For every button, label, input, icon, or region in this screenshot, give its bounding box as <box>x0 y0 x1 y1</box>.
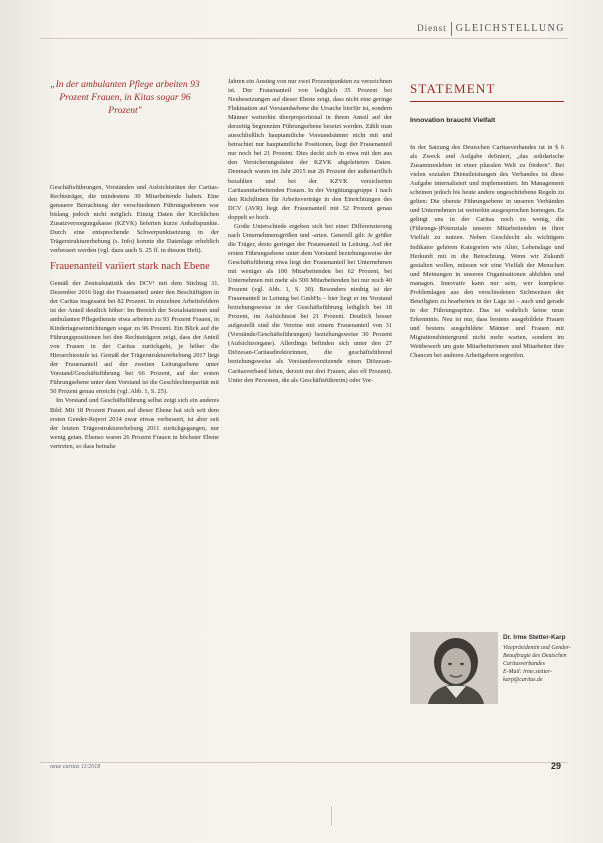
page-number: 29 <box>551 761 562 771</box>
statement-text: In der Satzung des Deutschen Caritasverbandes ist in § 6 als Zweck und Aufgabe definiert, „das solidarische Zusammenleben in einer pluralen Welt zu fördern". Bei vielen sozialen Dienstleistungen des Verbandes ist diese Aufgabe internalisiert und implementiert. Im Management scheinen jedoch bis heute andere ungeschriebene Regeln zu gelten: Die oberste Führungsebene in unseren Verbänden und Unternehmen ist weiterhin ausgesprochen homogen. Es gelingt uns in der Caritas noch zu wenig, die (Führungs-)Potenziale unserer Mitarbeitenden in ihrer Vielfalt zu nutzen. Neben Geschlecht als wichtigem Indikator gehören Kategorien wie Alter, Lebenslage und Herkunft mit in die Betrachtung. Wenn wir Zukunft gestalten wollen, müssen wir eine Vielfalt der Menschen und Meinungen in unseren Organisationen abbilden und managen. Innovativ kann nur sein, wer komplexe Problemlagen aus den verschiedenen Sichtweisen der Beteiligten zu bearbeiten in der Lage ist – auch und gerade in der Führungsspitze. Das ist wahrlich keine neue Erkenntnis. Neu ist nur, dass bestens ausgebildete Frauen und bestens ausgebildete Männer und Frauen mit Migrationshintergrund nicht mehr warten, sondern im Wettbewerb um gute Mitarbeiterinnen und Mitarbeiter ihre Chancen bei anderen Arbeitgebern ergreifen. <box>410 144 564 360</box>
footer-publication: neue caritas 11/2018 <box>50 764 101 770</box>
running-header <box>417 22 565 36</box>
scan-artifact <box>331 806 332 826</box>
author-bio <box>503 634 575 684</box>
article-column-1 <box>50 183 219 451</box>
header-section-a: Dienst <box>417 23 447 34</box>
author-name: Dr. Irme Stetter-Karp <box>503 634 566 641</box>
statement-rule <box>410 101 564 102</box>
pull-quote: „In der ambulanten Pflege arbeiten 93 Prozent Frauen, in Kitas sogar 96 Prozent" <box>50 79 200 116</box>
header-separator <box>451 22 452 36</box>
col1-paragraph-2: Gemäß der Zentralstatistik des DCV¹ mit dem Stichtag 31. Dezember 2016 liegt der Frauenanteil unter den Beschäftigten in der Caritas insgesamt bei 82 Prozent. In einzelnen Arbeitsfeldern ist der Anteil deutlich höher: Im Bereich der Sozialstationen und ambulanten Pflegedienste etwa arbeiten zu 93 Prozent Frauen, in Kindertageseinrichtungen sogar zu 96 Prozent. Ein Blick auf die Führungspositionen bei den Rechtsträgern zeigt, dass der Anteil von Frauen in der Caritas zurückgeht, je höher die Hierarchiestufe ist. Gemäß der Trägerstrukturerhebung 2017 liegt der Frauenanteil auf der zweiten Leitungsebene unter Vorstand/Geschäftsführung bei 66 Prozent, auf der ersten Führungsebene unter dem Vorstand ist die Geschlechterparität mit 50 Prozent genau erreicht (vgl. Abb. 1, S. 25). <box>50 279 219 396</box>
header-rule <box>40 38 568 39</box>
author-portrait-image <box>410 632 498 704</box>
header-section-b: GLEICHSTELLUNG <box>455 23 565 35</box>
statement-title: STATEMENT <box>410 81 496 96</box>
statement-column <box>410 143 564 360</box>
col1-paragraph-3: Im Vorstand und Geschäftsführung selbst zeigt sich ein anderes Bild: Mit 18 Prozent Frauen auf dieser Ebene hat sich seit dem ersten Gender-Report 2014 zwar etwas verbessert, ist aber seit der letzten Trägerstrukturerhebung 2011 zurückgegangen, nur wenig getan. Ebenso waren 26 Prozent Frauen in höchster Ebene vertreten, so dass beinahe <box>50 397 219 450</box>
col1-paragraph-1: Geschäftsführungen, Vorständen und Aufsichtsräten der Caritas-Rechtsträger, die mindestens 30 Mitarbeitende haben. Eine genauere Betrachtung der verschiedenen Führungsebenen war bislang jedoch nicht möglich. Einzig Daten der Kirchlichen Zusatzversorgungskasse (KZVK) lieferten kurze Anhaltspunkte. Durch eine entsprechende Schwerpunktsetzung in der Trägerstrukturerhebung (s. Info) konnte die Datenlage erheblich verbessert werden (vgl. dazu auch S. 25 ff. in diesem Heft). <box>50 184 219 255</box>
article-column-2 <box>228 77 392 385</box>
col2-paragraph-2: Große Unterschiede ergeben sich bei einer Differenzierung nach Unternehmensgrößen und -arten. Generell gilt: Je größer die Träger, desto geringer der Frauenanteil in Leitung. Auf der ersten Führungsebene unter dem Vorstand beziehungsweise der Geschäftsführung etwa liegt der Frauenanteil bei Unternehmen mit weniger als 100 Mitarbeitenden bei 62 Prozent, bei Unternehmen mit mehr als 500 Mitarbeitenden bei nur noch 40 Prozent (vgl. Abb. 1, S. 30). Besonders niedrig ist der Frauenanteil in Leitung bei GmbHs – hier liegt er im Vorstand beziehungsweise in der Geschäftsführung lediglich bei 18 Prozent, im Aufsichtsrat bei 21 Prozent. Deutlich besser aufgestellt sind die Vereine mit einem Frauenanteil von 31 (Vorstände/Geschäftsführungen) beziehungsweise 30 Prozent (Aufsichtsorgane). Allerdings befinden sich unter den 27 Diözesan-Caritasdirektorinnen, die geschäftsführend beziehungsweise als Vorstandsvorsitzende einen Diözesan-Caritasverband leiten, derzeit nur drei Frauen, also elf Prozent). Unter den Personen, die als Geschäftsführerin) oder Vor- <box>228 222 392 384</box>
footer-rule <box>40 762 568 763</box>
col2-paragraph-1: Jahren ein Anstieg von nur zwei Prozentpunkten zu verzeichnen ist. Der Frauenanteil von lediglich 35 Prozent bei Neubesetzungen auf dieser Ebene zeigt, dass nicht eine geringe Fluktuation auf Vorstandsebene die Ursache hierfür ist, sondern Männer weiterhin überproportional in ihrem Anteil auf der derzeitig begrenzten Führungsebene besetzt werden. Zählt man ausschließlich hauptamtliche Vorstandsämter nicht mit und betrachtet nur hauptamtliche Positionen, liegt der Frauenanteil nur noch bei 21 Prozent. Dies deckt sich in etwa mit den aus den Versicherungsdaten der KZVK abgeleiteten Daten. Demnach waren im Jahr 2015 nur 26 Prozent der außertariflich bezahlten und bei der KZVK versicherten Caritasmitarbeitenden Frauen. In der Vergütungsgruppe 1 nach den Richtlinien für Arbeitsverträge in den Einrichtungen des DCV (AVR) liegt der Frauenanteil mit 52 Prozent genau doppelt so hoch. <box>228 78 392 221</box>
section-heading: Frauenanteil variiert stark nach Ebene <box>50 261 210 273</box>
author-email: E-Mail: irme.stetter-karp@caritas.de <box>503 669 552 683</box>
author-role: Vizepräsidentin und Gender-Beauftragte des Deutschen Caritasverbandes <box>503 645 571 667</box>
author-photo <box>410 632 498 704</box>
statement-subtitle: Innovation braucht Vielfalt <box>410 117 496 124</box>
